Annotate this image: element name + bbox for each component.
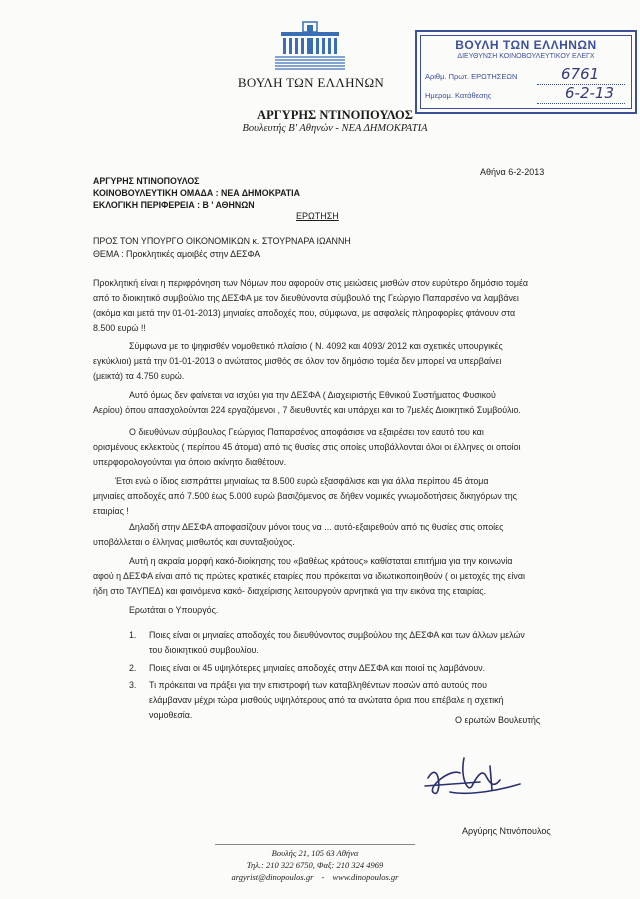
sender-name: ΑΡΓΥΡΗΣ ΝΤΙΝΟΠΟΥΛΟΣ bbox=[93, 176, 200, 186]
sender-group: ΚΟΙΝΟΒΟΥΛΕΥΤΙΚΗ ΟΜΑΔΑ : ΝΕΑ ΔΗΜΟΚΡΑΤΙΑ bbox=[93, 188, 300, 198]
paragraph-line: Ερωτάται ο Υπουργός. bbox=[129, 605, 219, 615]
date-line: Αθήνα 6-2-2013 bbox=[480, 167, 545, 177]
question-number: 2. bbox=[129, 663, 137, 673]
closing: Ο ερωτών Βουλευτής bbox=[455, 715, 541, 725]
paragraph-4 bbox=[93, 425, 521, 470]
paragraph-line: (μεικτά) τα 4.750 ευρώ. bbox=[93, 371, 185, 381]
paragraph-line: από το διοικητικό συμβούλιο της ΔΕΣΦΑ με τον διευθύνοντα σύμβουλό της Γεώργιο Παπαρσένο να λαμβάνει bbox=[93, 293, 519, 303]
recipient: ΠΡΟΣ ΤΟΝ ΥΠΟΥΡΓΟ ΟΙΚΟΝΟΜΙΚΩΝ κ. ΣΤΟΥΡΝΑΡΑ ΙΩΑΝΝΗ bbox=[93, 236, 351, 246]
paragraph-line: ήδη στο ΤΑΥΠΕΔ) και φαινόμενα κακό- διαχείρισης λειτουργούν αρνητικά για την εικόνα της εταιρίας. bbox=[93, 586, 486, 596]
document-title: ΕΡΩΤΗΣΗ bbox=[296, 211, 339, 221]
paragraph-line: 8.500 ευρώ !! bbox=[93, 323, 146, 333]
stamp-number-label: Αριθμ. Πρωτ. ΕΡΩΤΗΣΕΩΝ bbox=[425, 72, 518, 81]
paragraph-line: εγκύκλιοι) μετά την 01-01-2013 ο ανώτατος μισθός σε όλον τον δημόσιο τομέα δεν μπορεί να υπερβαίνει bbox=[93, 356, 502, 366]
footer-email[interactable]: argyrist@dinopoulos.gr bbox=[231, 872, 314, 882]
stamp-date-label: Ημερομ. Κατάθεσης bbox=[425, 91, 492, 100]
stamp-number: 6761 bbox=[561, 65, 600, 83]
paragraph-line: Προκλητική είναι η περιφρόνηση των Νόμων που αφορούν στις μειώσεις μισθών στον ευρύτερο δημόσιο τομέα bbox=[93, 278, 529, 288]
paragraph-line: Αυτή η ακραία μορφή κακό-διοίκησης του «βαθέως κράτους» καθίσταται επιτήμια για την κοινωνία bbox=[129, 556, 513, 566]
footer-separator: - bbox=[321, 872, 325, 882]
paragraph-line: (ακόμα και μετά την 01-01-2013) μηνιαίες αποδοχές που, σύμφωνα, με ασφαλείς πληροφορίες φτάνουν στα bbox=[93, 308, 516, 318]
paragraph-line: Έτσι ενώ ο ίδιος εισπράττει μηνιαίως τα 8.500 ευρώ εξασφάλισε και για άλλα περίπου 45 άτομα bbox=[115, 476, 489, 486]
question-line: νομοθεσία. bbox=[149, 710, 193, 720]
footer-phones: Τηλ.: 210 322 6750, Φαξ: 210 324 4969 bbox=[246, 860, 384, 870]
stamp-title: ΒΟΥΛΗ ΤΩΝ ΕΛΛΗΝΩΝ bbox=[455, 38, 597, 52]
paragraph-line: υπερφορολογούνται για όποιο ακίνητο διαθέτουν. bbox=[93, 457, 287, 467]
paragraph-line: Ο διευθύνων σύμβουλος Γεώργιος Παπαρσένος αποφάσισε να εξαιρέσει τον εαυτό του και bbox=[129, 427, 484, 437]
paragraph-line: Αερίου) όπου απασχολούνται 224 εργαζόμενοι , 7 διευθυντές και υπάρχει και το 7μελές Διοικητικό Συμβούλιο. bbox=[93, 405, 521, 415]
paragraph-1 bbox=[93, 276, 528, 336]
mp-name: ΑΡΓΥΡΗΣ ΝΤΙΝΟΠΟΥΛΟΣ bbox=[257, 108, 413, 122]
question-number: 1. bbox=[129, 630, 137, 640]
question-line: του διοικητικού συμβουλίου. bbox=[149, 645, 259, 655]
paragraph-line: εταιρίας ! bbox=[93, 506, 129, 516]
question-line: ελάμβαναν μέχρι τώρα μισθούς υψηλότερους από τα ανώτατα όρια που επέβαλε η σχετική bbox=[149, 695, 504, 705]
paragraph-line: ορισμένους εκλεκτούς ( περίπου 45 άτομα) από τις θυσίες στις οποίες υποβάλλονται όλοι οι έλληνες οι οποίοι bbox=[93, 442, 521, 452]
paragraph-line: μηνιαίες αποδοχές από 7.500 έως 5.000 ευρώ βασιζόμενος σε δήθεν νομικές γνωμοδοτήσεις δικηγόρων της bbox=[93, 491, 517, 501]
footer-website[interactable]: www.dinopoulos.gr bbox=[332, 872, 399, 882]
paragraph-line: Αυτό όμως δεν φαίνεται να ισχύει για την ΔΕΣΦΑ ( Διαχειριστής Εθνικού Συστήματος Φυσικού bbox=[129, 390, 496, 400]
footer-rule bbox=[215, 844, 415, 845]
mp-role: Βουλευτής Β' Αθηνών - ΝΕΑ ΔΗΜΟΚΡΑΤΙΑ bbox=[242, 123, 428, 134]
paragraph-line: αφού η ΔΕΣΦΑ είναι από τις πρώτες κρατικές εταιρίες που πρόκειται να ιδιωτικοποιηθούν ( οι μετοχές της είναι bbox=[93, 571, 525, 581]
paragraph-line: υποβάλλεται ο έλληνας μισθωτός και συνταξιούχος. bbox=[93, 537, 295, 547]
stamp-number-underline bbox=[537, 84, 625, 85]
paragraph-5 bbox=[93, 474, 517, 519]
parliament-building-icon bbox=[275, 20, 345, 72]
protocol-stamp bbox=[415, 30, 637, 114]
paragraph-3 bbox=[93, 388, 521, 418]
stamp-date: 6-2-13 bbox=[565, 84, 614, 102]
stamp-date-underline bbox=[537, 103, 625, 104]
signature-name: Αργύρης Ντινόπουλος bbox=[462, 826, 551, 836]
paragraph-8 bbox=[129, 603, 218, 618]
question-list bbox=[129, 628, 525, 723]
footer-contact bbox=[180, 872, 450, 882]
question-line: Ποιες είναι οι 45 υψηλότερες μηνιαίες αποδοχές στην ΔΕΣΦΑ και ποιοί τις λαμβάνουν. bbox=[149, 663, 486, 673]
parliament-logo bbox=[275, 20, 345, 72]
paragraph-line: Δηλαδή στην ΔΕΣΦΑ αποφασίζουν μόνοι τους να ... αυτό-εξαιρεθούν από τις θυσίες στις οποίες bbox=[129, 522, 504, 532]
signature-icon bbox=[420, 738, 530, 808]
question-line: Τι πρόκειται να πράξει για την επιστροφή των καταβληθέντων ποσών από αυτούς που bbox=[149, 680, 487, 690]
question-item bbox=[129, 661, 525, 676]
subject: ΘΕΜΑ : Προκλητικές αμοιβές στην ΔΕΣΦΑ bbox=[93, 249, 261, 259]
parliament-title: ΒΟΥΛΗ ΤΩΝ ΕΛΛΗΝΩΝ bbox=[237, 75, 385, 90]
paragraph-2 bbox=[93, 339, 503, 384]
stamp-dept: ΔΙΕΥΘΥΝΣΗ ΚΟΙΝΟΒΟΥΛΕΥΤΙΚΟΥ ΕΛΕΓΧ bbox=[457, 53, 595, 60]
question-item bbox=[129, 628, 525, 658]
question-line: Ποιες είναι οι μηνιαίες αποδοχές του διευθύνοντος συμβούλου της ΔΕΣΦΑ και των άλλων μελών bbox=[149, 630, 525, 640]
paragraph-7 bbox=[93, 554, 525, 599]
question-number: 3. bbox=[129, 680, 137, 690]
footer-address: Βουλής 21, 105 63 Αθήνα bbox=[271, 848, 359, 858]
paragraph-6 bbox=[93, 520, 503, 550]
sender-district: ΕΚΛΟΓΙΚΗ ΠΕΡΙΦΕΡΕΙΑ : Β ' ΑΘΗΝΩΝ bbox=[93, 200, 255, 210]
paragraph-line: Σύμφωνα με το ψηφισθέν νομοθετικό πλαίσιο ( Ν. 4092 και 4093/ 2012 και σχετικές υπουργικές bbox=[129, 341, 503, 351]
